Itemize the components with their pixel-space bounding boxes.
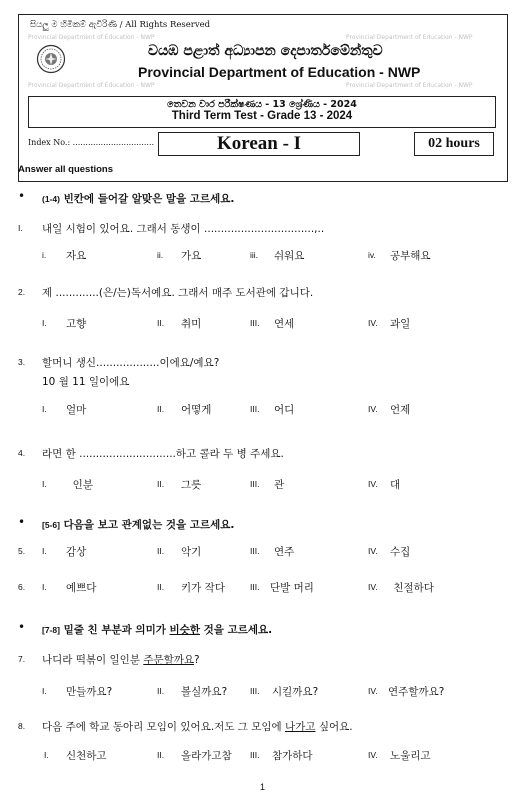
option-marker: III. (250, 686, 260, 696)
option-marker: IV. (368, 318, 378, 328)
option-marker: I. (42, 546, 47, 556)
option-text: 단발 머리 (270, 582, 314, 594)
option-text: 연세 (274, 318, 295, 330)
option-text: 관 (274, 479, 285, 491)
subject-title: Korean - I (158, 132, 360, 156)
watermark-line: Provincial Department of Education - NWP (28, 82, 155, 89)
emblem-icon (36, 44, 66, 74)
section-heading: [7-8] 밑줄 친 부분과 의미가 비슷한 것을 고르세요. (42, 624, 273, 636)
option-marker: IV. (368, 750, 378, 760)
question-text: 할머니 생신...................이에요/예요? (42, 357, 220, 369)
option-marker: i. (42, 250, 47, 260)
term-box (28, 96, 496, 128)
option-text: 공부해요 (390, 250, 431, 262)
option-marker: IV. (368, 404, 378, 414)
option-text: 어떻게 (181, 404, 212, 416)
option-text: 만들까요? (66, 686, 113, 698)
section-heading: (1-4) 빈칸에 들어갈 알맞은 말을 고르세요. (42, 193, 235, 205)
option-marker: II. (157, 318, 165, 328)
page-number: 1 (260, 782, 266, 792)
watermark-line: Provincial Department of Education - NWP (28, 34, 155, 41)
option-text: 감상 (66, 546, 87, 558)
watermark-line: Provincial Department of Education - NWP (346, 34, 473, 41)
option-marker: III. (250, 318, 260, 328)
option-text: 친절하다 (390, 582, 434, 594)
exam-duration: 02 hours (414, 132, 494, 156)
option-text: 자요 (66, 250, 87, 262)
bullet-icon: • (18, 620, 26, 634)
option-marker: I. (42, 318, 47, 328)
option-text: 키가 작다 (181, 582, 225, 594)
watermark-line: Provincial Department of Education - NWP (346, 82, 473, 89)
option-text: 노울리고 (390, 750, 431, 762)
question-text: 나디라 떡볶이 일인분 주문할까요? (42, 654, 200, 666)
option-marker: IV. (368, 546, 378, 556)
index-number-field: Index No.: ................................ (28, 138, 155, 147)
option-marker: I. (42, 479, 47, 489)
bullet-icon: • (18, 189, 26, 203)
option-marker: IV. (368, 479, 378, 489)
option-marker: IV. (368, 582, 378, 592)
option-marker: I. (42, 582, 47, 592)
question-number: 7. (18, 654, 26, 664)
option-text: 언제 (390, 404, 411, 416)
option-text: 볼실까요? (181, 686, 228, 698)
question-number: 2. (18, 287, 26, 297)
question-text: 다음 주에 학교 동아리 모임이 있어요.저도 그 모임에 나가고 싶어요. (42, 721, 353, 733)
option-text: 얼마 (66, 404, 87, 416)
question-text: 내일 시험이 있어요. 그래서 동생이 .................................,.. (42, 223, 325, 235)
question-number: 3. (18, 357, 26, 367)
option-text: 올라가고참 (181, 750, 232, 762)
option-marker: ii. (157, 250, 164, 260)
rights-reserved: සියලු ම හිමිකම් ඇවිරිණි / All Rights Reserved (30, 20, 211, 30)
option-marker: III. (250, 546, 260, 556)
option-text: 그릇 (181, 479, 202, 491)
question-number: 4. (18, 448, 26, 458)
option-marker: III. (250, 582, 260, 592)
option-text: 대 (390, 479, 401, 491)
option-marker: III. (250, 479, 260, 489)
question-subtext: 10 월 11 일이에요 (42, 376, 130, 388)
term-title: Third Term Test - Grade 13 - 2024 (171, 110, 353, 122)
option-text: 연주 (274, 546, 295, 558)
question-text: 라면 한 .............................하고 콜라 두 병 주세요. (42, 448, 284, 460)
option-marker: iii. (250, 250, 259, 260)
question-number: 6. (18, 582, 26, 592)
option-text: 시킬까요? (272, 686, 319, 698)
option-marker: I. (42, 686, 47, 696)
option-text: 과일 (390, 318, 411, 330)
option-marker: II. (157, 479, 165, 489)
option-marker: II. (157, 686, 165, 696)
section-heading: [5-6] 다음을 보고 관계없는 것을 고르세요. (42, 519, 235, 531)
option-text: 고향 (66, 318, 87, 330)
option-text: 취미 (181, 318, 202, 330)
option-marker: II. (157, 546, 165, 556)
question-number: 8. (18, 721, 26, 731)
instructions: Answer all questions (18, 164, 114, 175)
option-marker: I. (42, 404, 47, 414)
option-marker: II. (157, 404, 165, 414)
option-text: 어디 (274, 404, 295, 416)
department-title-sinhala: වයඹ පළාත් අධ්‍යාපන දෙපාර්තමේන්තුව (148, 43, 383, 59)
option-marker: II. (157, 750, 165, 760)
option-text: 쉬워요 (274, 250, 305, 262)
question-number: I. (18, 223, 23, 233)
option-marker: II. (157, 582, 165, 592)
term-title-sinhala: තෙවන වාර පරීක්ෂණය - 13 ශ්‍රේණිය - 2024 (167, 99, 357, 110)
option-text: 가요 (181, 250, 202, 262)
option-text: 수집 (390, 546, 411, 558)
option-text: 인분 (66, 479, 93, 491)
option-marker: III. (250, 404, 260, 414)
question-text: 제 .............(은/는)독서예요. 그래서 매주 도서관에 갑니다. (42, 287, 314, 299)
option-text: 연주할까요? (388, 686, 445, 698)
option-marker: III. (250, 750, 260, 760)
option-marker: iv. (368, 250, 376, 260)
option-marker: I. (44, 750, 49, 760)
option-text: 예쁘다 (66, 582, 97, 594)
option-text: 신천하고 (66, 750, 107, 762)
option-marker: IV. (368, 686, 378, 696)
option-text: 참가하다 (272, 750, 313, 762)
bullet-icon: • (18, 515, 26, 529)
question-number: 5. (18, 546, 26, 556)
option-text: 악기 (181, 546, 202, 558)
department-title: Provincial Department of Education - NWP (138, 64, 421, 80)
